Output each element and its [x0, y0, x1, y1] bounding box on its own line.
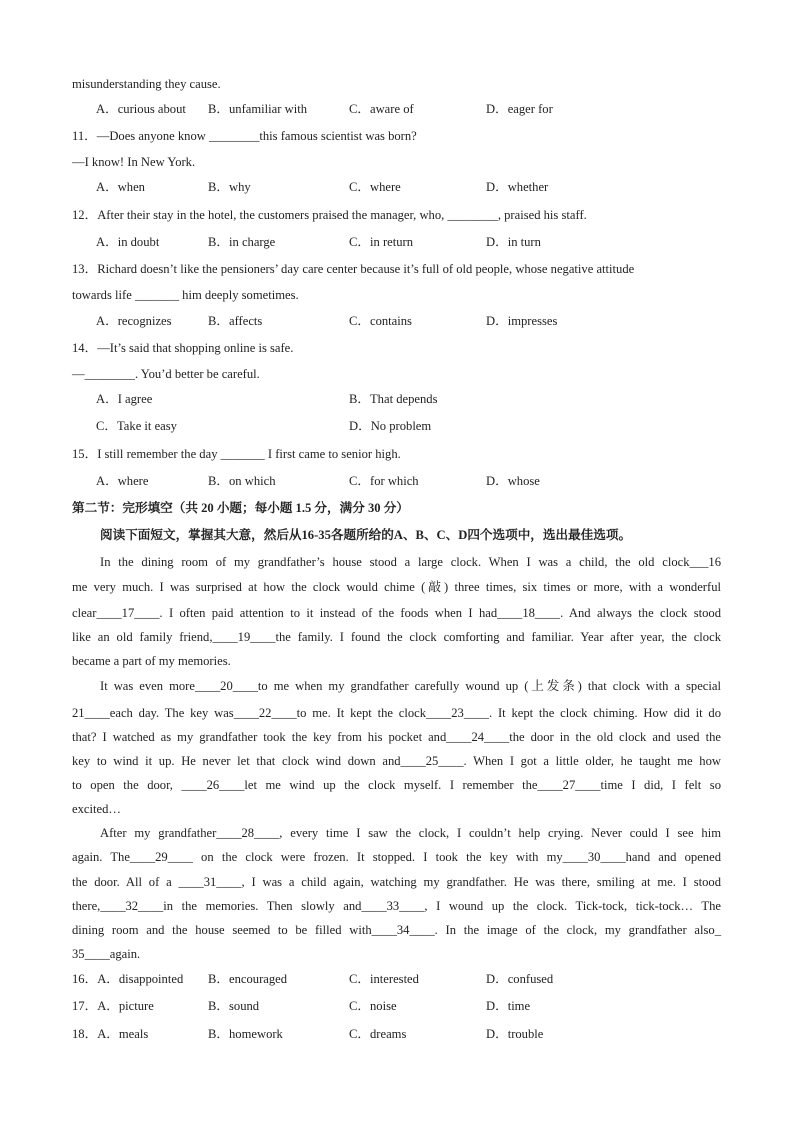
section-heading: 第二节：完形填空（共 20 小题；每小题 1.5 分，满分 30 分） — [72, 501, 409, 515]
question-12: 12．After their stay in the hotel, the customers praised the manager, who, ________, praised his staff. — [72, 208, 587, 222]
option-d[interactable]: D．whether — [486, 180, 549, 194]
option-d[interactable]: D．eager for — [486, 102, 553, 116]
option-d[interactable]: D．trouble — [486, 1027, 544, 1041]
passage-line: 35____again. — [72, 947, 141, 961]
passage-line: that? I watched as my grandfather took the key from his pocket and____24____the door in the old clock and used the — [72, 730, 721, 744]
option-b[interactable]: B．affects — [208, 314, 263, 328]
option-a[interactable]: A．when — [96, 180, 145, 194]
option-c[interactable]: C．interested — [349, 972, 419, 986]
option-b[interactable]: B．That depends — [349, 392, 438, 406]
section-instructions: 阅读下面短文，掌握其大意，然后从16-35各题所给的A、B、C、D四个选项中，选出最佳选项。 — [100, 528, 632, 542]
passage-line: clear____17____. I often paid attention to it instead of the foods when I had____18____. And always the clock stood — [72, 606, 721, 620]
option-a[interactable]: A．where — [96, 474, 149, 488]
question-11-answer: —I know! In New York. — [72, 155, 196, 169]
option-b[interactable]: B．in charge — [208, 235, 276, 249]
option-c[interactable]: C．in return — [349, 235, 414, 249]
passage-line: excited… — [72, 802, 121, 816]
option-a[interactable]: A．I agree — [96, 392, 153, 406]
option-d[interactable]: D．whose — [486, 474, 540, 488]
text-line: misunderstanding they cause. — [72, 77, 221, 91]
question-11: 11．—Does anyone know ________this famous scientist was born? — [72, 129, 417, 143]
passage-line: again. The____29____ on the clock were frozen. It stopped. I took the key with my____30____hand and opened — [72, 850, 721, 864]
option-a[interactable]: 16．A．disappointed — [72, 972, 184, 986]
option-d[interactable]: D．impresses — [486, 314, 558, 328]
option-d[interactable]: D．in turn — [486, 235, 541, 249]
passage-line: became a part of my memories. — [72, 654, 231, 668]
option-d[interactable]: D．No problem — [349, 419, 432, 433]
passage-line: 21____each day. The key was____22____to me. It kept the clock____23____. It kept the clock chiming. How did it do — [72, 706, 721, 720]
passage-line: there,____32____in the memories. Then slowly and____33____, I wound up the clock. Tick-tock, tick-tock… The — [72, 899, 721, 913]
question-14-answer: —________. You’d better be careful. — [72, 367, 260, 381]
option-c[interactable]: C．Take it easy — [96, 419, 177, 433]
passage-line: key to wind it up. He never let that clock wind down and____25____. When I got a little older, he taught me how — [72, 754, 721, 768]
passage-line: the door. All of a ____31____, I was a child again, watching my grandfather. He was there, smiling at me. I stood — [72, 875, 721, 889]
question-13: 13．Richard doesn’t like the pensioners’ day care center because it’s full of old people, whose negative attitude — [72, 262, 635, 276]
option-b[interactable]: B．sound — [208, 999, 260, 1013]
option-b[interactable]: B．homework — [208, 1027, 283, 1041]
option-a[interactable]: 17．A．picture — [72, 999, 154, 1013]
option-c[interactable]: C．noise — [349, 999, 397, 1013]
question-13-cont: towards life _______ him deeply sometimes. — [72, 288, 299, 302]
passage-line: to open the door, ____26____let me wind up the clock myself. I remember the____27____time I did, I felt so — [72, 778, 721, 792]
option-c[interactable]: C．where — [349, 180, 401, 194]
option-c[interactable]: C．contains — [349, 314, 412, 328]
passage-line: like an old family friend,____19____the family. I found the clock comforting and familiar. Year after year, the clock — [72, 630, 721, 644]
passage-line: It was even more____20____to me when my grandfather carefully wound up (上发条) that clock with a special — [100, 679, 721, 693]
option-a[interactable]: A．recognizes — [96, 314, 172, 328]
option-b[interactable]: B．encouraged — [208, 972, 288, 986]
passage-line: me very much. I was surprised at how the clock would chime (敲) three times, six times or more, with a wonderful — [72, 580, 721, 594]
option-b[interactable]: B．why — [208, 180, 251, 194]
option-b[interactable]: B．on which — [208, 474, 276, 488]
question-14: 14．—It’s said that shopping online is safe. — [72, 341, 294, 355]
option-c[interactable]: C．for which — [349, 474, 419, 488]
option-c[interactable]: C．dreams — [349, 1027, 407, 1041]
question-15: 15．I still remember the day _______ I first came to senior high. — [72, 447, 401, 461]
passage-line: In the dining room of my grandfather’s house stood a large clock. When I was a child, the old clock___16 — [100, 555, 721, 569]
option-d[interactable]: D．confused — [486, 972, 554, 986]
option-c[interactable]: C．aware of — [349, 102, 414, 116]
option-a[interactable]: A．in doubt — [96, 235, 160, 249]
passage-line: dining room and the house seemed to be filled with____34____. In the image of the clock, my grandfather also_ — [72, 923, 721, 937]
option-d[interactable]: D．time — [486, 999, 531, 1013]
option-b[interactable]: B．unfamiliar with — [208, 102, 307, 116]
option-a[interactable]: A．curious about — [96, 102, 186, 116]
option-a[interactable]: 18．A．meals — [72, 1027, 149, 1041]
passage-line: After my grandfather____28____, every time I saw the clock, I couldn’t help crying. Never could I see him — [100, 826, 721, 840]
